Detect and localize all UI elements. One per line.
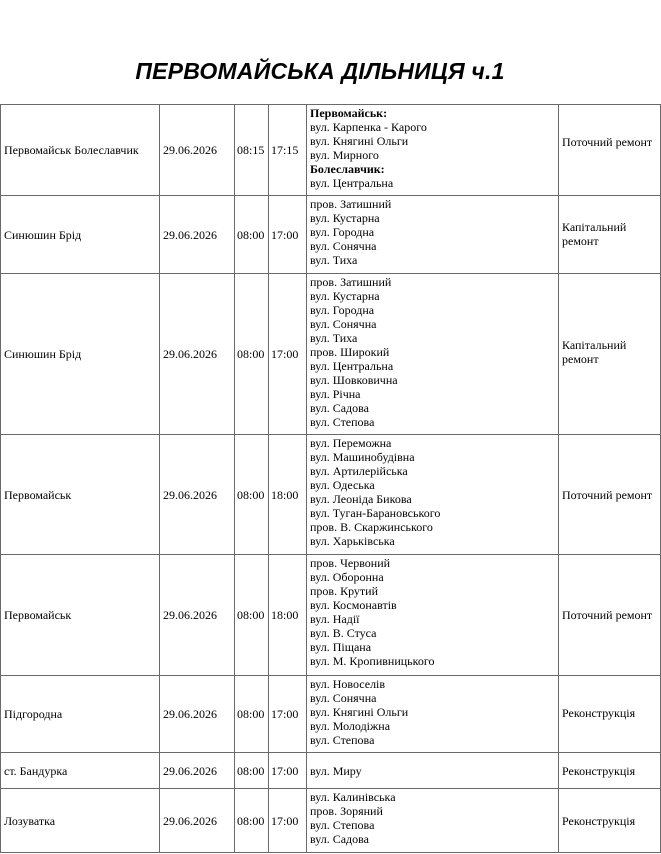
end-time-cell: 17:00 [269, 676, 307, 753]
street-item: вул. Садова [310, 832, 369, 846]
start-time-cell: 08:15 [235, 105, 269, 196]
settlement-cell: Синюшин Брід [1, 196, 160, 274]
street-item: вул. Мирного [310, 148, 379, 162]
work-type-cell: Поточний ремонт [559, 105, 661, 196]
start-time-cell: 08:00 [235, 676, 269, 753]
street-item: вул. Сонячна [310, 239, 377, 253]
street-item: пров. В. Скаржинського [310, 520, 433, 534]
date-cell: 29.06.2026 [160, 753, 235, 789]
date-cell: 29.06.2026 [160, 555, 235, 676]
street-item: вул. Шовковична [310, 373, 398, 387]
outage-schedule-table [0, 104, 661, 853]
table-row [1, 274, 661, 435]
end-time-cell: 17:00 [269, 789, 307, 853]
street-item: вул. Тиха [310, 331, 358, 345]
street-item: вул. Туган-Барановського [310, 506, 441, 520]
table-row [1, 555, 661, 676]
streets-cell [307, 435, 559, 555]
settlement-cell: ст. Бандурка [1, 753, 160, 789]
street-item: пров. Крутий [310, 584, 379, 598]
street-item: вул. Карпенка - Карого [310, 120, 427, 134]
table-row [1, 196, 661, 274]
street-item: вул. Калинівська [310, 790, 396, 804]
end-time-cell: 17:00 [269, 274, 307, 435]
start-time-cell: 08:00 [235, 555, 269, 676]
street-item: вул. Миру [310, 763, 362, 778]
street-item: вул. Молодіжна [310, 719, 391, 733]
work-type-cell: Капітальний ремонт [559, 274, 661, 435]
streets-cell [307, 196, 559, 274]
street-item: вул. Степова [310, 818, 375, 832]
street-item: вул. Степова [310, 415, 375, 429]
date-cell: 29.06.2026 [160, 196, 235, 274]
street-item: вул. Княгині Ольги [310, 705, 409, 719]
end-time-cell: 17:15 [269, 105, 307, 196]
start-time-cell: 08:00 [235, 789, 269, 853]
street-item: вул. Степова [310, 733, 375, 747]
start-time-cell: 08:00 [235, 753, 269, 789]
settlement-cell: Підгородна [1, 676, 160, 753]
street-item: вул. Надії [310, 612, 360, 626]
street-item: вул. Машинобудівна [310, 450, 415, 464]
settlement-cell: Синюшин Брід [1, 274, 160, 435]
settlement-heading: Болеславчик: [310, 162, 385, 176]
street-item: вул. Одеська [310, 478, 375, 492]
street-item: вул. Леоніда Бикова [310, 492, 412, 506]
street-item: вул. Оборонна [310, 570, 384, 584]
work-type-cell: Реконструкція [559, 789, 661, 853]
date-cell: 29.06.2026 [160, 105, 235, 196]
settlement-heading: Первомайськ: [310, 106, 388, 120]
settlement-cell: Лозуватка [1, 789, 160, 853]
street-item: вул. В. Стуса [310, 626, 377, 640]
street-item: пров. Широкий [310, 345, 390, 359]
work-type-cell: Поточний ремонт [559, 555, 661, 676]
street-item: вул. Сонячна [310, 317, 377, 331]
settlement-cell: Первомайськ [1, 435, 160, 555]
table-row [1, 789, 661, 853]
street-item: вул. Тиха [310, 253, 358, 267]
street-item: вул. Центральна [310, 359, 394, 373]
work-type-cell: Реконструкція [559, 676, 661, 753]
street-item: пров. Затишний [310, 197, 392, 211]
work-type-cell: Поточний ремонт [559, 435, 661, 555]
end-time-cell: 18:00 [269, 555, 307, 676]
street-item: пров. Затишний [310, 275, 392, 289]
street-item: вул. Кустарна [310, 289, 380, 303]
end-time-cell: 17:00 [269, 753, 307, 789]
street-item: вул. Сонячна [310, 691, 377, 705]
street-item: пров. Червоний [310, 556, 391, 570]
streets-cell [307, 105, 559, 196]
streets-cell [307, 676, 559, 753]
end-time-cell: 18:00 [269, 435, 307, 555]
street-item: вул. Харьківська [310, 534, 395, 548]
page-title: ПЕРВОМАЙСЬКА ДІЛЬНИЦЯ ч.1 [135, 58, 505, 84]
work-type-cell: Реконструкція [559, 753, 661, 789]
start-time-cell: 08:00 [235, 274, 269, 435]
street-item: вул. Княгині Ольги [310, 134, 409, 148]
street-item: вул. Новоселів [310, 677, 386, 691]
street-item: вул. Центральна [310, 176, 394, 190]
street-item: вул. Кустарна [310, 211, 380, 225]
street-item: вул. Річна [310, 387, 361, 401]
table-row [1, 676, 661, 753]
streets-cell [307, 789, 559, 853]
streets-cell [307, 753, 559, 789]
settlement-cell: Первомайськ [1, 555, 160, 676]
streets-cell [307, 555, 559, 676]
street-item: вул. Космонавтів [310, 598, 397, 612]
end-time-cell: 17:00 [269, 196, 307, 274]
streets-cell [307, 274, 559, 435]
start-time-cell: 08:00 [235, 435, 269, 555]
street-item: пров. Зоряний [310, 804, 383, 818]
street-item: вул. Городна [310, 225, 375, 239]
settlement-cell: Первомайськ Болеславчик [1, 105, 160, 196]
table-row [1, 753, 661, 789]
date-cell: 29.06.2026 [160, 676, 235, 753]
street-item: вул. Піщана [310, 640, 372, 654]
table-row [1, 105, 661, 196]
table-row [1, 435, 661, 555]
date-cell: 29.06.2026 [160, 789, 235, 853]
date-cell: 29.06.2026 [160, 274, 235, 435]
work-type-cell: Капітальний ремонт [559, 196, 661, 274]
street-item: вул. М. Кропивницького [310, 654, 435, 668]
street-item: вул. Садова [310, 401, 369, 415]
street-item: вул. Переможна [310, 436, 392, 450]
start-time-cell: 08:00 [235, 196, 269, 274]
street-item: вул. Городна [310, 303, 375, 317]
date-cell: 29.06.2026 [160, 435, 235, 555]
street-item: вул. Артилерійська [310, 464, 408, 478]
